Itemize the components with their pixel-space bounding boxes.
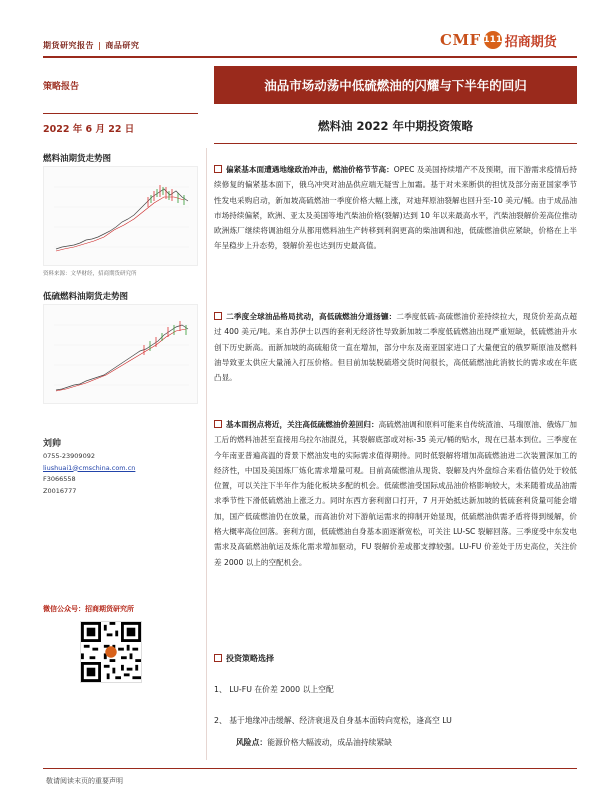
analyst-cert-2: Z0016777 (43, 486, 77, 495)
strategy-heading (214, 653, 274, 664)
paragraph-1-lead: 偏紧基本面遭遇地缘政治冲击，燃油价格节节高： (226, 165, 394, 174)
paragraph-2-lead: 二季度全球油品格局扰动，高低硫燃油分道扬镳： (226, 312, 397, 321)
paragraph-1-body: OPEC 及美国持续增产不及预期，而下游需求疫情后持续修复的偏紧基本面下，俄乌冲突对油品供应端无疑雪上加霜。基于对未来断供的担忧及部分南亚国家季节性发电采购启动，新加坡高硫燃油一季度价格大幅上涨，对迪拜原油裂解也回升至-10 美元/桶。由于成品油市场持续偏紧，欧洲、亚太及美国等地汽柴油价格(裂解)达到 10 年以来最高水平，汽柴油裂解价差高位推动欧洲炼厂继续将调油组分从都用燃料油生产转移到利润更高的柴油调和池，低硫燃油供应紧缺，价格在上半年呈稳步上升态势，裂解价差也达到历史最高值。 (214, 165, 577, 251)
risk-text: 能源价格大幅波动，成品油持续紧缺 (267, 738, 392, 747)
footer-divider (43, 768, 577, 769)
logo-chinese-name: 招商期货 (504, 34, 557, 50)
fuel-oil-futures-chart (43, 166, 198, 266)
analyst-phone: 0755-23909092 (43, 452, 95, 460)
analyst-email[interactable]: liushuai1@cmschina.com.cn (43, 463, 136, 472)
bullet-icon (214, 654, 222, 662)
report-type: 策略报告 (43, 82, 80, 92)
bullet-icon (214, 420, 222, 428)
report-title-banner: 油品市场动荡中低硫燃油的闪耀与下半年的回归 (214, 66, 577, 104)
page-header (0, 0, 600, 70)
chart2-candlestick (44, 305, 199, 405)
qr-code-icon (81, 622, 141, 682)
analyst-cert-1: F3066558 (43, 475, 76, 483)
report-subtitle: 燃料油 2022 年中期投资策略 (317, 119, 473, 133)
category-separator: | (98, 41, 102, 50)
logo-badge-icon: 111 (484, 31, 502, 49)
paragraph-2-body: 二季度低硫-高硫燃油价差持续拉大，现货价差高点超过 400 美元/吨。来自苏伊士以西的套利无经济性导致新加坡二季度低硫燃油出现严重短缺，低硫燃油升水创下历史新高。而新加坡的高硫船货一直在增加，部分中东及南亚国家进口了大量便宜的俄罗斯原油及燃料油导致亚太供应大量涌入打压价格。但目前加装脱硫塔交货时间很长，高低硫燃油此消彼长的需求或在年底凸显。 (214, 312, 577, 383)
strategy-item-1: 1、 LU-FU 在价差 2000 以上空配 (214, 685, 334, 694)
footer-disclaimer: 敬请阅读末页的重要声明 (46, 777, 123, 785)
wechat-qr-code[interactable] (80, 621, 142, 683)
logo-text: CMF (440, 31, 481, 49)
chart1-candlestick (44, 167, 199, 267)
subcategory-label: 商品研究 (105, 41, 140, 50)
bullet-icon (214, 165, 222, 173)
company-logo (440, 28, 557, 52)
chart2-title: 低硫燃料油期货走势图 (43, 292, 129, 302)
strategy-item-2: 2、 基于地缘冲击缓解、经济衰退及自身基本面转向宽松，逢高空 LU (214, 716, 452, 725)
strategy-heading-text: 投资策略选择 (226, 654, 274, 663)
sidebar-divider (43, 113, 198, 114)
report-date: 2022 年 6 月 22 日 (43, 124, 135, 135)
chart1-source: 资料来源：文华财经，招商期货研究所 (43, 271, 137, 277)
column-divider (206, 148, 207, 760)
risk-note (236, 737, 392, 748)
header-divider (43, 56, 577, 58)
subtitle-divider (214, 143, 577, 144)
risk-label: 风险点： (236, 738, 268, 747)
low-sulfur-fuel-oil-chart (43, 304, 198, 404)
paragraph-2 (214, 309, 577, 385)
paragraph-3-lead: 基本面拐点将近，关注高低硫燃油价差回归： (226, 420, 379, 429)
paragraph-3-body: 高硫燃油调和原料可能来自传统渣油、马瑞原油、俄炼厂加工后的燃料油甚至直接用乌拉尔油混兑，其裂解底部或对标-35 美元/桶的贴水，现在已基本到位。三季度在今年南亚普遍高温的背景下燃油发电的实际需求值得期待。同时低裂解将增加高硫燃油进二次装置深加工的经济性，中国及美国炼厂炼化需求增量可观。目前高硫燃油从现货、裂解及内外盘综合来看估值仍处于较低位置，可以关注下半年作为能化板块多配的机会。低硫燃油受国际成品油价格影响较大，未来随着成品油需求季节性下滑低硫燃油上涨乏力。同时东西方套利窗口打开，7 月开始抵达新加坡的低硫套利货量可能会增加，国产低硫燃油仍在放量，而高油价对下游航运需求的抑制开始显现，低硫燃油供需矛盾将得到缓解，价格大概率高位回落。套利方面，低硫燃油自身基本面逐渐宽松，可关注 LU-SC 裂解回落。三季度受中东发电需求及高硫燃油航运及炼化需求增加驱动，FU 裂解价差或都支撑较强。LU-FU 价差处于历史高位，关注价差 2000 以上的空配机会。 (214, 420, 578, 567)
category-label: 期货研究报告 (43, 41, 94, 50)
paragraph-3 (214, 417, 577, 570)
bullet-icon (214, 312, 222, 320)
wechat-label: 微信公众号：招商期货研究所 (43, 605, 134, 613)
paragraph-1 (214, 162, 577, 254)
analyst-name: 刘帅 (43, 439, 62, 449)
chart1-title: 燃料油期货走势图 (43, 154, 112, 164)
analyst-contact (43, 437, 198, 497)
report-category (43, 40, 139, 51)
